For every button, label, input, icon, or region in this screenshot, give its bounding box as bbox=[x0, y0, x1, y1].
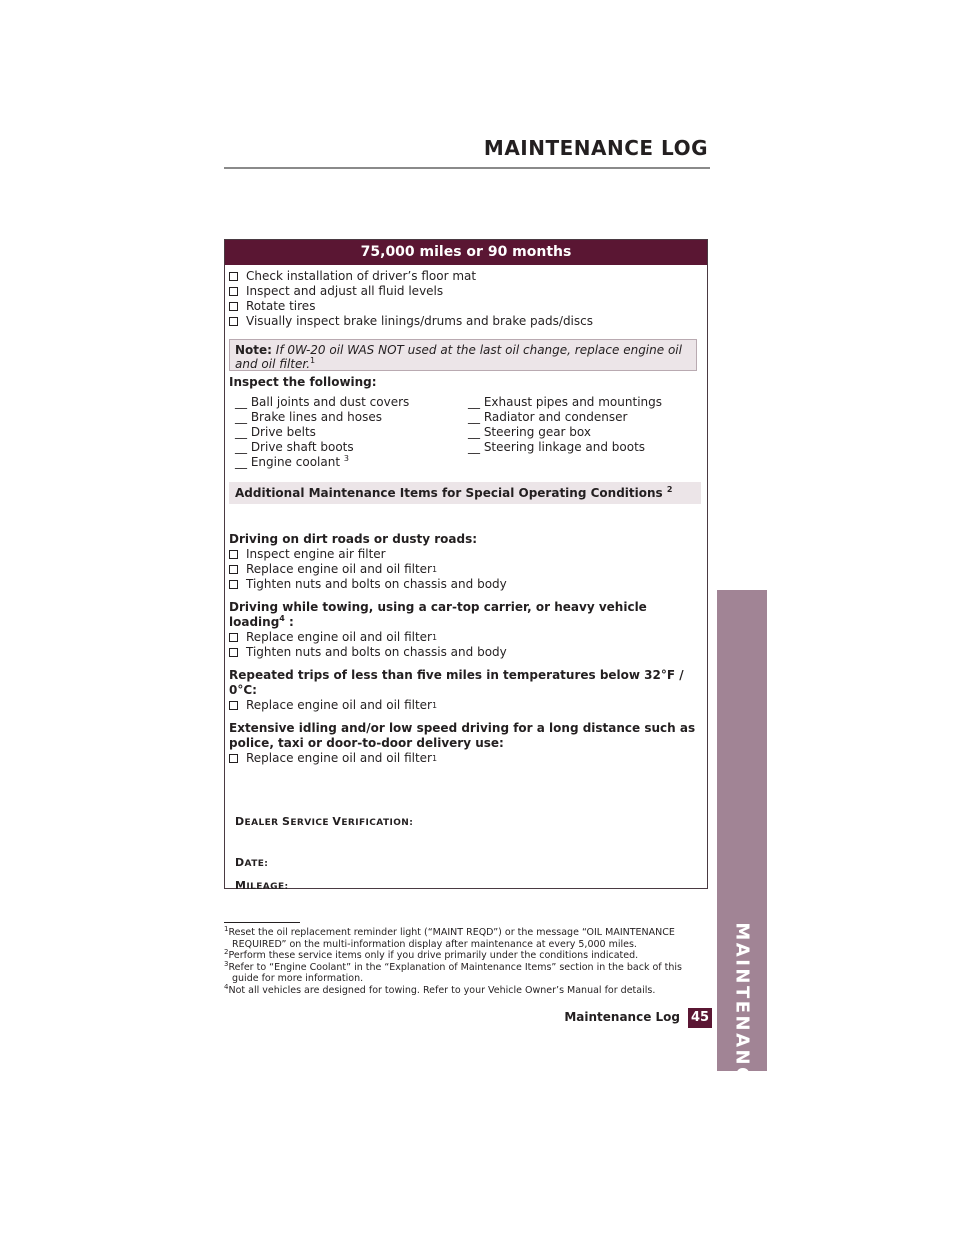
footnote bbox=[224, 924, 694, 950]
inspect-column-right bbox=[468, 395, 701, 470]
section-side-tab bbox=[717, 590, 767, 1098]
inspect-item-label: __ Drive belts bbox=[235, 425, 316, 439]
date-label: DATE: bbox=[235, 856, 269, 869]
condition-heading-text: Repeated trips of less than five miles in temperatures below 32°F / 0°C: bbox=[229, 668, 684, 697]
condition-heading-text: Extensive idling and/or low speed driving for a long distance such as police, taxi or door-to-door delivery use: bbox=[229, 721, 696, 750]
inspect-item bbox=[235, 410, 468, 425]
inspect-item-label: __ Steering gear box bbox=[468, 425, 591, 439]
footnotes bbox=[224, 924, 694, 996]
title-rule bbox=[224, 167, 710, 169]
checkbox-icon bbox=[229, 550, 238, 559]
checkbox-icon bbox=[229, 648, 238, 657]
inspect-item-label: __ Radiator and condenser bbox=[468, 410, 628, 424]
condition-towing bbox=[229, 600, 701, 660]
inspect-item bbox=[468, 440, 701, 455]
footnote-text: Refer to “Engine Coolant” in the “Explanation of Maintenance Items” section in the back of this guide for more information. bbox=[228, 961, 682, 984]
checkbox-icon bbox=[229, 701, 238, 710]
checklist-item: Replace engine oil and oil filter 1 bbox=[229, 562, 701, 577]
inspect-item bbox=[468, 425, 701, 440]
condition-heading bbox=[229, 721, 701, 751]
condition-heading bbox=[229, 600, 701, 630]
footnote-number: 4 bbox=[224, 982, 229, 991]
checklist-item bbox=[229, 269, 701, 284]
inspect-item bbox=[235, 395, 468, 410]
footnote bbox=[224, 947, 694, 962]
checklist-item-label: Check installation of driver’s floor mat bbox=[246, 269, 477, 283]
checklist-item-label: Tighten nuts and bolts on chassis and body bbox=[246, 645, 507, 659]
checkbox-icon bbox=[229, 272, 238, 281]
checklist-item-label: Replace engine oil and oil filter bbox=[246, 630, 432, 644]
checklist-item-label: Replace engine oil and oil filter bbox=[246, 751, 432, 765]
inspect-item-label: __ Exhaust pipes and mountings bbox=[468, 395, 662, 409]
checklist-item-label: Inspect engine air filter bbox=[246, 547, 386, 561]
inspect-item bbox=[235, 440, 468, 455]
page-number: 45 bbox=[688, 1008, 712, 1028]
checklist-item-label: Visually inspect brake linings/drums and brake pads/discs bbox=[246, 314, 593, 328]
footnote-ref: 4 bbox=[279, 614, 285, 623]
page-title: MAINTENANCE LOG bbox=[483, 136, 708, 160]
checklist bbox=[229, 269, 701, 329]
inspect-column-left bbox=[235, 395, 468, 470]
footnote-number: 2 bbox=[224, 947, 229, 956]
condition-heading-text: Driving while towing, using a car-top carrier, or heavy vehicle loading bbox=[229, 600, 647, 629]
checklist-item bbox=[229, 645, 701, 660]
inspect-item-label: __ Engine coolant bbox=[235, 455, 344, 469]
oil-note bbox=[229, 339, 697, 371]
interval-header: 75,000 miles or 90 months bbox=[225, 240, 707, 265]
checklist-item-label: Replace engine oil and oil filter bbox=[246, 562, 432, 576]
inspect-item-label: __ Steering linkage and boots bbox=[468, 440, 646, 454]
inspect-heading: Inspect the following: bbox=[229, 375, 377, 389]
footnote-text: Not all vehicles are designed for towing. Refer to your Vehicle Owner’s Manual for details. bbox=[228, 984, 656, 996]
condition-heading bbox=[229, 668, 701, 698]
condition-dusty-roads bbox=[229, 532, 701, 592]
log-body bbox=[225, 265, 707, 895]
condition-short-trips bbox=[229, 668, 701, 713]
checklist-item bbox=[229, 299, 701, 314]
checklist-item-label: Replace engine oil and oil filter bbox=[246, 698, 432, 712]
additional-heading-text: Additional Maintenance Items for Special Operating Conditions bbox=[235, 486, 667, 500]
inspect-item-label: __ Ball joints and dust covers bbox=[235, 395, 410, 409]
dealer-verification-label: DEALER SERVICE VERIFICATION: bbox=[235, 815, 414, 828]
inspect-item bbox=[468, 395, 701, 410]
footnote-text: Reset the oil replacement reminder light (“MAINT REQD”) or the message “OIL MAINTENANCE REQUIRED” on the multi-information display after maintenance at every 5,000 miles. bbox=[228, 927, 675, 950]
checkbox-icon bbox=[229, 317, 238, 326]
checkbox-icon bbox=[229, 633, 238, 642]
footnote-ref: 3 bbox=[343, 454, 349, 463]
note-footnote-ref: 1 bbox=[310, 356, 316, 365]
condition-idling bbox=[229, 721, 701, 766]
footnote-rule bbox=[224, 922, 300, 923]
condition-heading bbox=[229, 532, 701, 547]
footnote bbox=[224, 982, 694, 997]
checklist-item bbox=[229, 577, 701, 592]
note-label: Note: bbox=[235, 343, 272, 357]
checklist-item bbox=[229, 547, 701, 562]
checklist-item: Replace engine oil and oil filter 1 bbox=[229, 630, 701, 645]
checkbox-icon bbox=[229, 754, 238, 763]
footnote-number: 1 bbox=[224, 924, 229, 933]
inspect-item bbox=[468, 410, 701, 425]
inspect-item-label: __ Drive shaft boots bbox=[235, 440, 354, 454]
side-tab-label: MAINTENANCE bbox=[731, 922, 753, 1098]
checklist-item: Replace engine oil and oil filter 1 bbox=[229, 751, 701, 766]
checklist-item: Replace engine oil and oil filter 1 bbox=[229, 698, 701, 713]
inspect-list bbox=[229, 395, 701, 470]
checkbox-icon bbox=[229, 302, 238, 311]
inspect-item bbox=[235, 425, 468, 440]
checkbox-icon bbox=[229, 287, 238, 296]
condition-heading-text: Driving on dirt roads or dusty roads: bbox=[229, 532, 478, 546]
note-text: If 0W-20 oil WAS NOT used at the last oil change, replace engine oil and oil filter. bbox=[235, 343, 682, 371]
maintenance-log-box bbox=[224, 239, 708, 892]
inspect-item-label: __ Brake lines and hoses bbox=[235, 410, 382, 424]
checklist-item-label: Inspect and adjust all fluid levels bbox=[246, 284, 444, 298]
checkbox-icon bbox=[229, 565, 238, 574]
checkbox-icon bbox=[229, 580, 238, 589]
condition-heading-tail: : bbox=[284, 615, 294, 629]
footnote bbox=[224, 959, 694, 985]
checklist-item-label: Rotate tires bbox=[246, 299, 316, 313]
footnote-text: Perform these service items only if you drive primarily under the conditions indicated. bbox=[228, 950, 639, 961]
checklist-item bbox=[229, 314, 701, 329]
footnote-ref: 2 bbox=[666, 485, 673, 494]
footnote-number: 3 bbox=[224, 959, 229, 968]
checklist-item bbox=[229, 284, 701, 299]
footer-section-label: Maintenance Log bbox=[564, 1010, 680, 1024]
inspect-item bbox=[235, 455, 468, 470]
checklist-item-label: Tighten nuts and bolts on chassis and body bbox=[246, 577, 507, 591]
mileage-label: MILEAGE: bbox=[235, 879, 289, 892]
additional-items-heading bbox=[229, 482, 701, 504]
